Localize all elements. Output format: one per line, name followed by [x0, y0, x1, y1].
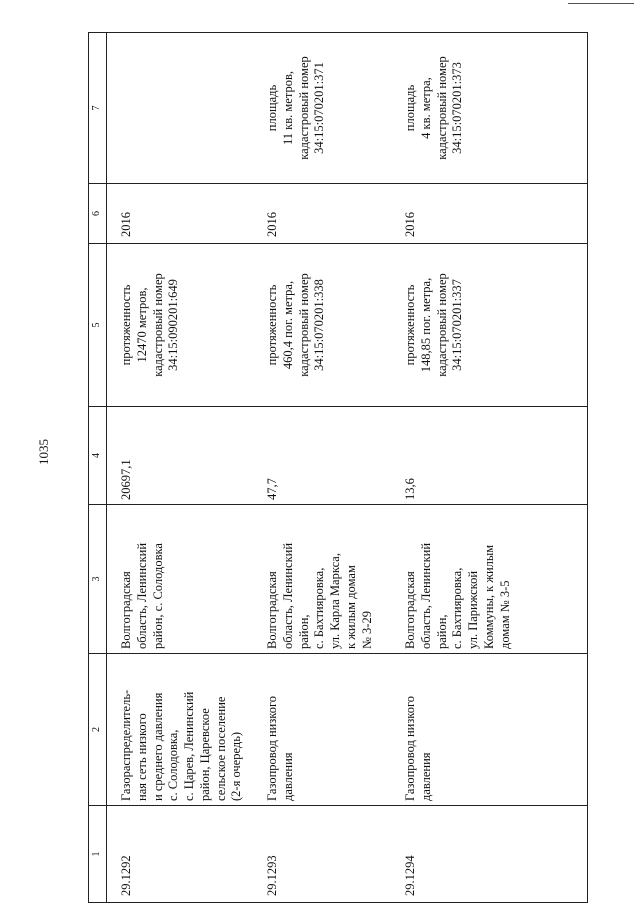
- column-header-6: 6: [89, 184, 107, 244]
- property-table: [88, 32, 588, 903]
- object-characteristics: протяженность 148,85 пог. метра, кадастровый номер 34:15:070201:337: [403, 273, 465, 377]
- object-extra: площадь 4 кв. метра, кадастровый номер 34:15:070201:373: [403, 56, 465, 160]
- table-row: [253, 33, 391, 903]
- object-characteristics: протяженность 12470 метров, кадастровый номер 34:15:090201:649: [119, 273, 181, 377]
- page-number: 1035: [36, 439, 51, 465]
- column-header-7: 7: [89, 33, 107, 184]
- object-value: 20697,1: [119, 459, 133, 500]
- row-number: 29.1293: [265, 855, 279, 896]
- object-extra: площадь 11 кв. метров, кадастровый номер 34:15:070201:371: [265, 56, 327, 160]
- column-header-3: 3: [89, 505, 107, 654]
- object-name: Газопровод низкого давления: [403, 695, 433, 801]
- object-year: 2016: [403, 212, 417, 237]
- column-header-4: 4: [89, 407, 107, 505]
- object-value: 13,6: [403, 478, 417, 500]
- rotated-table-container: [88, 33, 548, 903]
- column-header-2: 2: [89, 654, 107, 806]
- object-value: 47,7: [265, 478, 279, 500]
- object-name: Газораспределитель- ная сеть низкого и среднего давления с. Солодовка, с. Царев, Ленинский район, Царевское сельское поселение (2-я очередь): [119, 689, 244, 801]
- row-number: 29.1292: [119, 855, 133, 896]
- object-address: Волгоградская область, Ленинский район, с. Бахтияровка, ул. Карла Маркса, к жилым домам № 3-29: [265, 542, 374, 649]
- object-address: Волгоградская область, Ленинский район, с. Солодовка: [119, 542, 165, 649]
- table-row: [391, 33, 588, 903]
- object-address: Волгоградская область, Ленинский район, с. Бахтияровка, ул. Парижской Коммуны, к жилым домам № 3-5: [403, 542, 512, 649]
- row-number: 29.1294: [403, 855, 417, 896]
- column-header-5: 5: [89, 244, 107, 407]
- object-characteristics: протяженность 460,4 пог. метра, кадастровый номер 34:15:070201:338: [265, 273, 327, 377]
- column-header-1: 1: [89, 806, 107, 903]
- table-row: [107, 33, 254, 903]
- top-rule: [568, 3, 634, 4]
- object-name: Газопровод низкого давления: [265, 695, 295, 801]
- header-row: [89, 33, 107, 903]
- object-year: 2016: [119, 212, 133, 237]
- object-year: 2016: [265, 212, 279, 237]
